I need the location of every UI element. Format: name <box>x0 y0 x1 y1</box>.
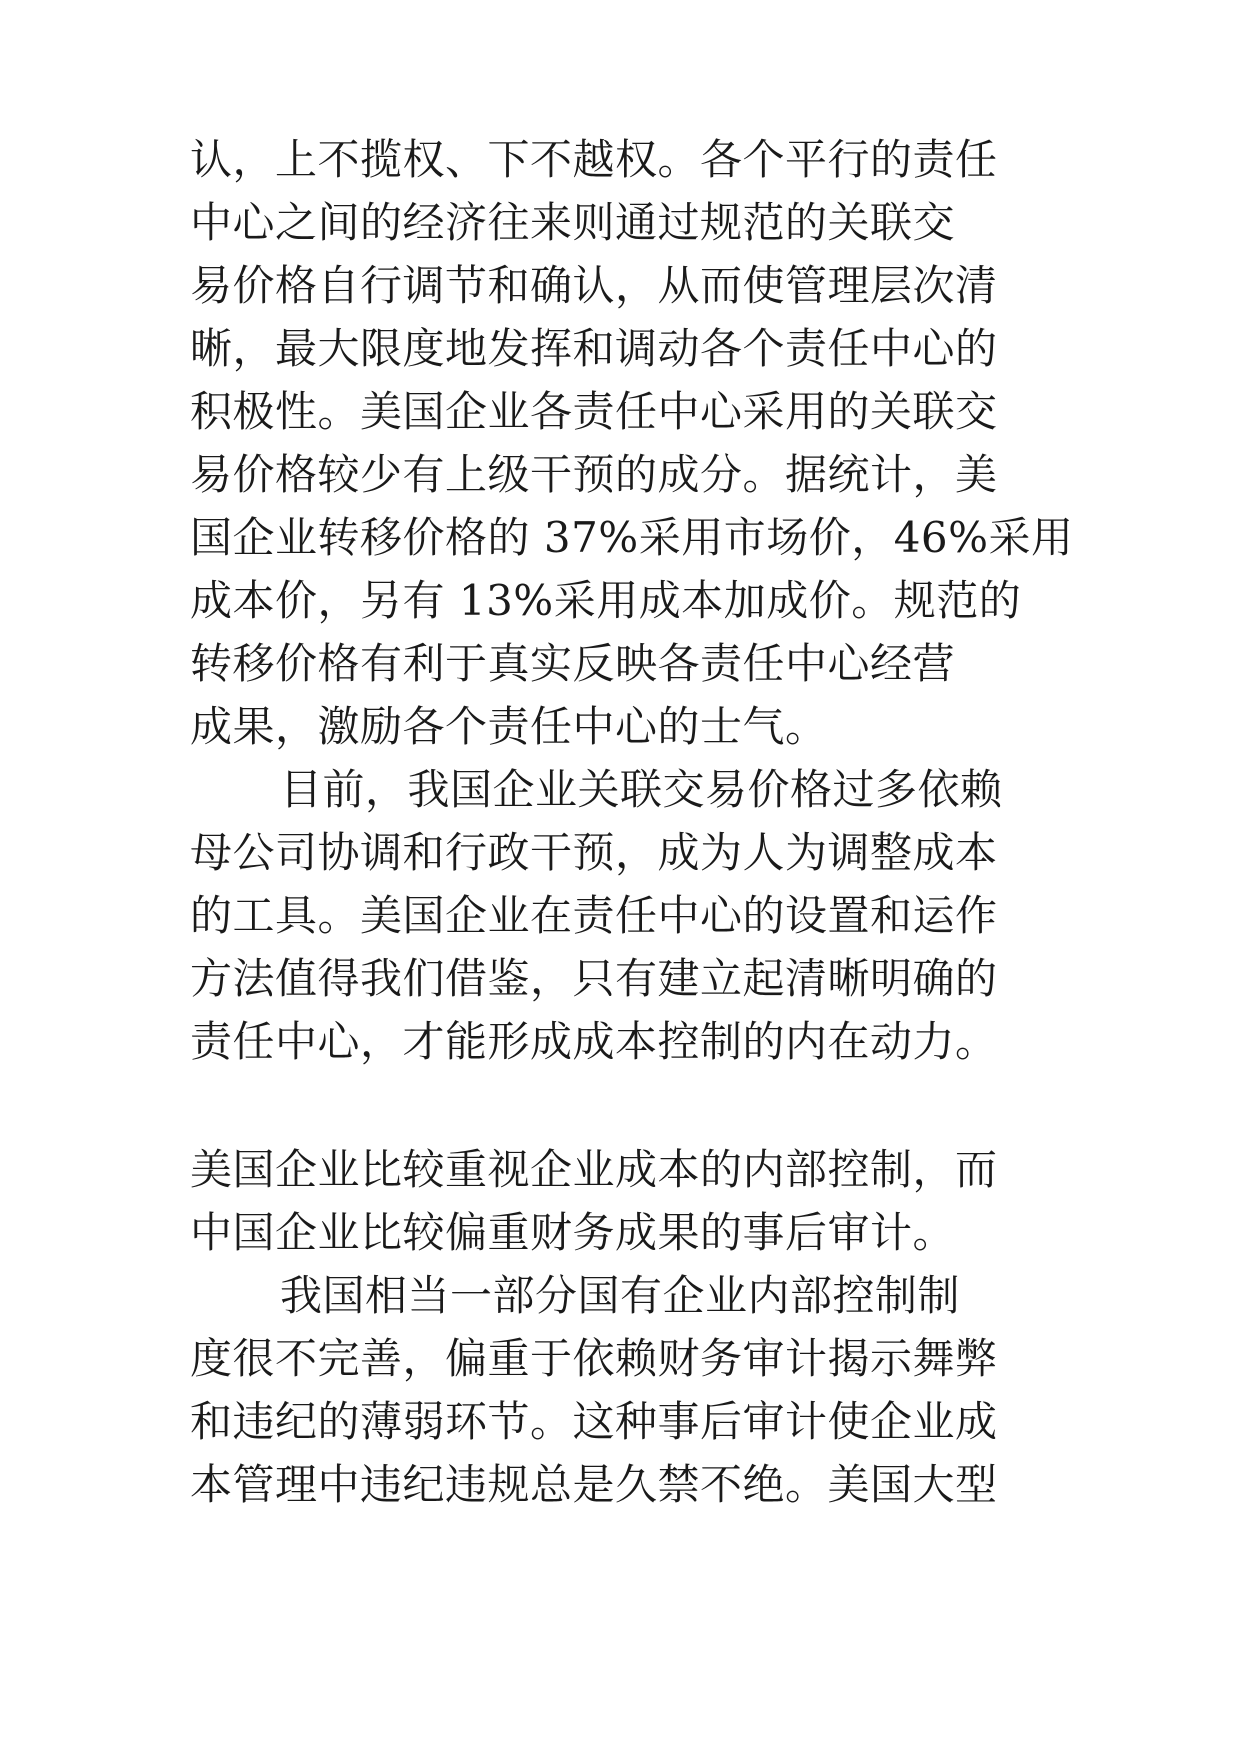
text-line: 晰，最大限度地发挥和调动各个责任中心的 <box>190 324 998 373</box>
text-line: 易价格自行调节和确认，从而使管理层次清 <box>190 261 998 310</box>
text-line: 本管理中违纪违规总是久禁不绝。美国大型 <box>190 1460 998 1509</box>
text-line: 的工具。美国企业在责任中心的设置和运作 <box>190 891 998 940</box>
text-line: 母公司协调和行政干预，成为人为调整成本 <box>190 828 998 877</box>
text-line: 成本价，另有 13%采用成本加成价。规范的 <box>190 576 1022 625</box>
text-line: 方法值得我们借鉴，只有建立起清晰明确的 <box>190 954 998 1003</box>
text-line: 责任中心，才能形成成本控制的内在动力。 <box>190 1017 998 1066</box>
text-line: 度很不完善，偏重于依赖财务审计揭示舞弊 <box>190 1334 998 1383</box>
text-line: 易价格较少有上级干预的成分。据统计，美 <box>190 450 998 499</box>
text-line: 成果，激励各个责任中心的士气。 <box>190 702 828 751</box>
text-line: 和违纪的薄弱环节。这种事后审计使企业成 <box>190 1397 998 1446</box>
text-line: 认，上不揽权、下不越权。各个平行的责任 <box>190 135 998 184</box>
text-line: 目前，我国企业关联交易价格过多依赖 <box>280 765 1003 814</box>
text-line: 中心之间的经济往来则通过规范的关联交 <box>190 198 956 247</box>
section-heading-line: 中国企业比较偏重财务成果的事后审计。 <box>190 1208 956 1257</box>
text-line: 积极性。美国企业各责任中心采用的关联交 <box>190 387 998 436</box>
text-line: 我国相当一部分国有企业内部控制制 <box>280 1271 961 1320</box>
section-heading-line: 美国企业比较重视企业成本的内部控制，而 <box>190 1145 998 1194</box>
text-line: 转移价格有利于真实反映各责任中心经营 <box>190 639 956 688</box>
text-line: 国企业转移价格的 37%采用市场价，46%采用 <box>190 513 1074 562</box>
